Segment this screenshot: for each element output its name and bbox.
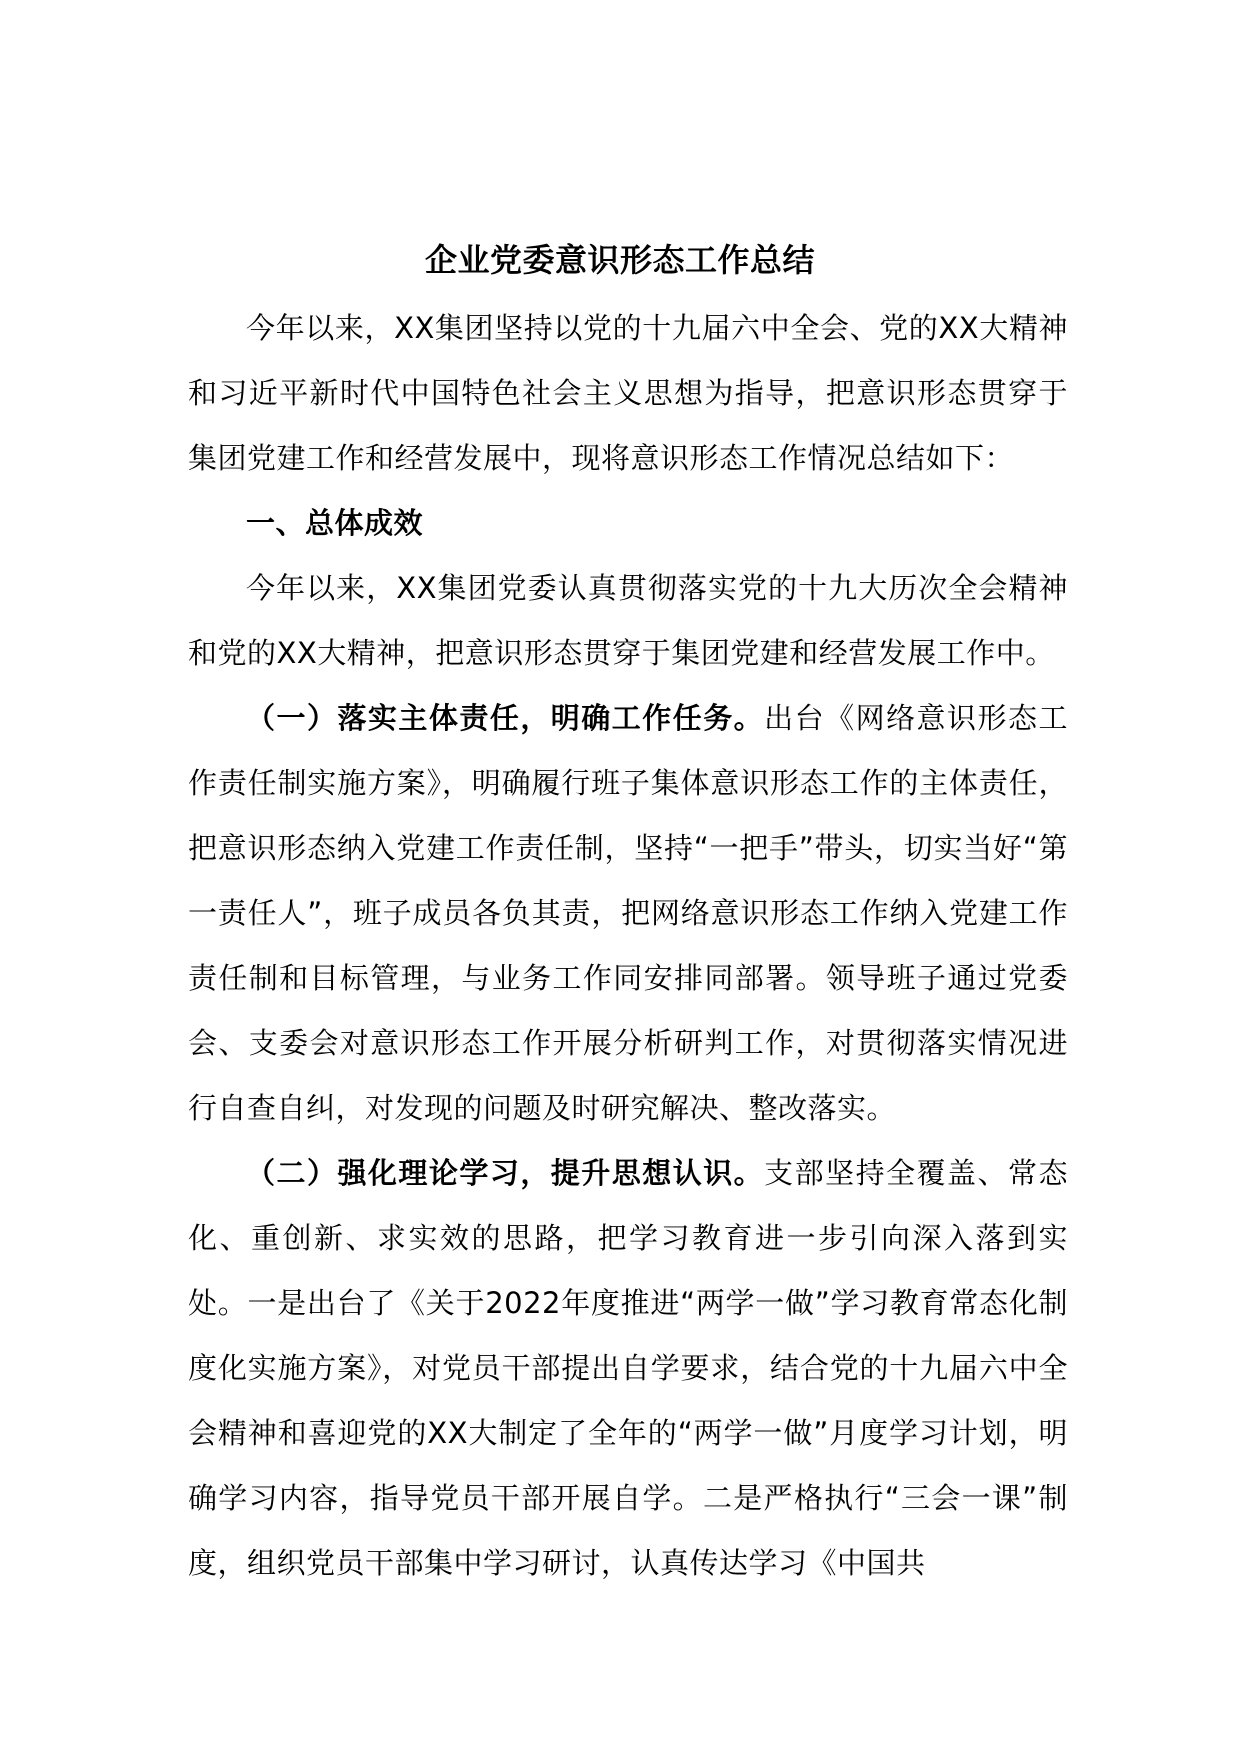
item-1-heading: （一）落实主体责任，明确工作任务。: [246, 701, 765, 735]
item-2-paragraph: [188, 1141, 1068, 1596]
section-heading-overall-results: 一、总体成效: [246, 506, 424, 540]
document-body: [188, 296, 1068, 1596]
item-1-paragraph: [188, 686, 1068, 1141]
item-1-text: 出台《网络意识形态工作责任制实施方案》，明确履行班子集体意识形态工作的主体责任，把意识形态纳入党建工作责任制，坚持“一把手”带头，切实当好“第一责任人”，班子成员各负其责，把网络意识形态工作纳入党建工作责任制和目标管理，与业务工作同安排同部署。领导班子通过党委会、支委会对意识形态工作开展分析研判工作，对贯彻落实情况进行自查自纠，对发现的问题及时研究解决、整改落实。: [188, 701, 1068, 1125]
intro-paragraph: 今年以来，XX集团坚持以党的十九届六中全会、党的XX大精神和习近平新时代中国特色社会主义思想为指导，把意识形态贯穿于集团党建工作和经营发展中，现将意识形态工作情况总结如下：: [188, 311, 1068, 475]
item-2-text: 支部坚持全覆盖、常态化、重创新、求实效的思路，把学习教育进一步引向深入落到实处。一是出台了《关于2022年度推进“两学一做”学习教育常态化制度化实施方案》，对党员干部提出自学要求，结合党的十九届六中全会精神和喜迎党的XX大制定了全年的“两学一做”月度学习计划，明确学习内容，指导党员干部开展自学。二是严格执行“三会一课”制度，组织党员干部集中学习研讨，认真传达学习《中国共: [188, 1156, 1068, 1580]
item-2-heading: （二）强化理论学习，提升思想认识。: [246, 1156, 765, 1190]
section-overall-results-paragraph: 今年以来，XX集团党委认真贯彻落实党的十九大历次全会精神和党的XX大精神，把意识形态贯穿于集团党建和经营发展工作中。: [188, 571, 1068, 670]
document-title: 企业党委意识形态工作总结: [424, 241, 815, 279]
